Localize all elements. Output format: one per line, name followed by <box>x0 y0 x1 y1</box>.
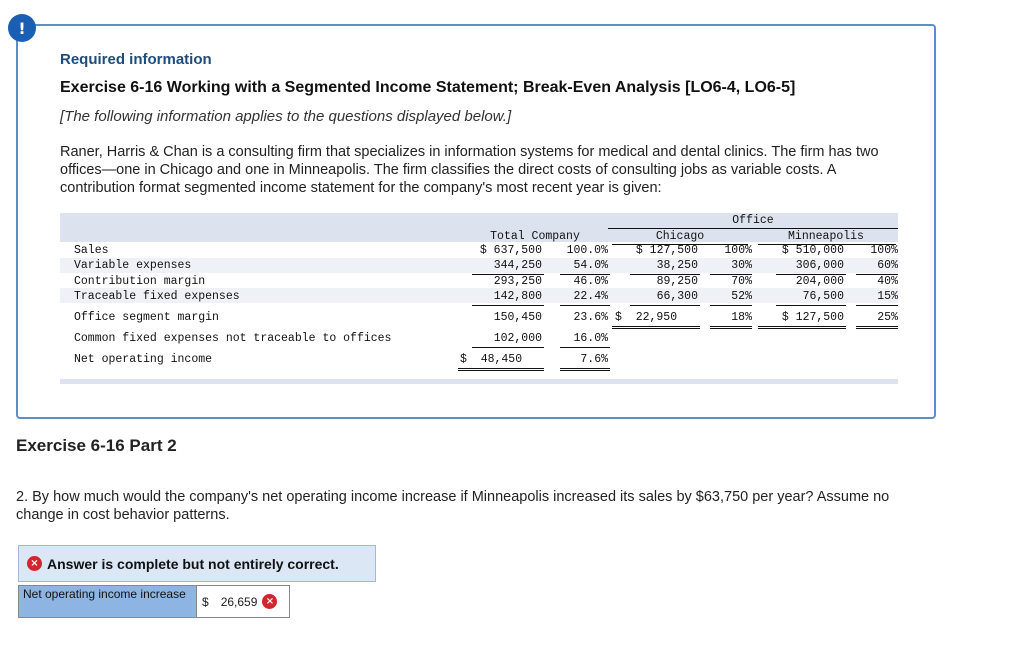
subtotal-underline <box>560 305 610 306</box>
total-percent: 100.0% <box>566 244 608 257</box>
office-header: Office <box>732 214 774 227</box>
currency-symbol: $ <box>202 594 209 609</box>
exercise-note: [The following information applies to the questions displayed below.] <box>60 108 512 125</box>
total-double-underline <box>758 326 846 329</box>
total-amount: $ 48,450 <box>460 353 523 366</box>
part-title: Exercise 6-16 Part 2 <box>16 436 177 455</box>
minneapolis-percent: 25% <box>877 311 898 324</box>
total-amount: 344,250 <box>493 259 542 272</box>
row-label-common-fixed-expenses: Common fixed expenses not traceable to offices <box>74 332 392 345</box>
row-label-sales: Sales <box>74 244 109 257</box>
chicago-percent: 70% <box>731 275 752 288</box>
subtotal-underline <box>472 305 544 306</box>
chicago-amount: $ 127,500 <box>635 244 698 257</box>
total-amount: 102,000 <box>493 332 542 345</box>
minneapolis-amount: 204,000 <box>795 275 844 288</box>
chicago-percent: 30% <box>731 259 752 272</box>
chicago-percent: 52% <box>731 290 752 303</box>
total-double-underline <box>458 368 544 371</box>
subtotal-underline <box>710 305 752 306</box>
chicago-amount: 66,300 <box>656 290 698 303</box>
minneapolis-amount: 306,000 <box>795 259 844 272</box>
chicago-amount: 89,250 <box>656 275 698 288</box>
incorrect-icon: × <box>27 556 42 571</box>
row-label-net-operating-income: Net operating income <box>74 353 213 366</box>
alert-icon: ! <box>8 14 36 42</box>
row-label-contribution-margin: Contribution margin <box>74 275 206 288</box>
segmented-income-statement <box>60 213 900 385</box>
total-double-underline <box>710 326 752 329</box>
total-amount: 142,800 <box>493 290 542 303</box>
subtotal-underline <box>630 305 700 306</box>
chicago-amount: 38,250 <box>656 259 698 272</box>
question-text: 2. By how much would the company's net operating income increase if Minneapolis increased its sales by $63,750 per year? Assume no change in cost behavior patterns. <box>16 489 890 523</box>
answer-status-banner <box>18 545 376 582</box>
subtotal-underline <box>472 347 544 348</box>
total-percent: 22.4% <box>573 290 608 303</box>
minneapolis-percent: 60% <box>877 259 898 272</box>
exercise-title: Exercise 6-16 Working with a Segmented Income Statement; Break-Even Analysis [LO6-4, LO6-5] <box>60 79 796 96</box>
required-information-heading: Required information <box>60 51 212 68</box>
row-label-office-segment-margin: Office segment margin <box>74 311 219 324</box>
minneapolis-percent: 100% <box>870 244 898 257</box>
incorrect-icon: × <box>262 594 277 609</box>
total-percent: 54.0% <box>573 259 608 272</box>
exercise-description: Raner, Harris & Chan is a consulting firm that specializes in information systems for medical and dental clinics. The firm has two offices—one in Chicago and one in Minneapolis. The firm classifies the direct costs of consulting jobs as variable costs. A contribution format segmented income statement for the company's most recent year is given: <box>60 144 879 196</box>
answer-label: Net operating income increase <box>19 586 197 617</box>
chicago-header: Chicago <box>655 230 705 243</box>
total-amount: 150,450 <box>493 311 542 324</box>
total-double-underline <box>856 326 898 329</box>
total-double-underline <box>560 368 610 371</box>
minneapolis-percent: 40% <box>877 275 898 288</box>
minneapolis-amount: $ 127,500 <box>781 311 844 324</box>
minneapolis-percent: 15% <box>877 290 898 303</box>
total-percent: 23.6% <box>573 311 608 324</box>
minneapolis-header: Minneapolis <box>788 230 864 243</box>
row-label-traceable-fixed-expenses: Traceable fixed expenses <box>74 290 240 303</box>
table-bottom-bar <box>60 379 898 384</box>
total-double-underline <box>612 326 700 329</box>
answer-row <box>18 585 290 618</box>
row-label-variable-expenses: Variable expenses <box>74 259 192 272</box>
answer-input-cell[interactable] <box>197 586 289 617</box>
subtotal-underline <box>560 347 610 348</box>
minneapolis-amount: 76,500 <box>802 290 844 303</box>
total-percent: 46.0% <box>573 275 608 288</box>
chicago-amount: $ 22,950 <box>615 311 678 324</box>
answer-value[interactable]: 26,659 <box>220 594 258 609</box>
total-amount: 293,250 <box>493 275 542 288</box>
office-underline <box>608 228 898 229</box>
answer-status-text: Answer is complete but not entirely correct. <box>47 555 339 572</box>
chicago-percent: 100% <box>724 244 752 257</box>
subtotal-underline <box>776 305 846 306</box>
total-percent: 7.6% <box>580 353 608 366</box>
chicago-percent: 18% <box>731 311 752 324</box>
total-percent: 16.0% <box>573 332 608 345</box>
required-information-panel <box>16 24 936 419</box>
total-amount: $ 637,500 <box>479 244 542 257</box>
minneapolis-amount: $ 510,000 <box>781 244 844 257</box>
total-company-header: Total Company <box>490 230 580 243</box>
subtotal-underline <box>856 305 898 306</box>
